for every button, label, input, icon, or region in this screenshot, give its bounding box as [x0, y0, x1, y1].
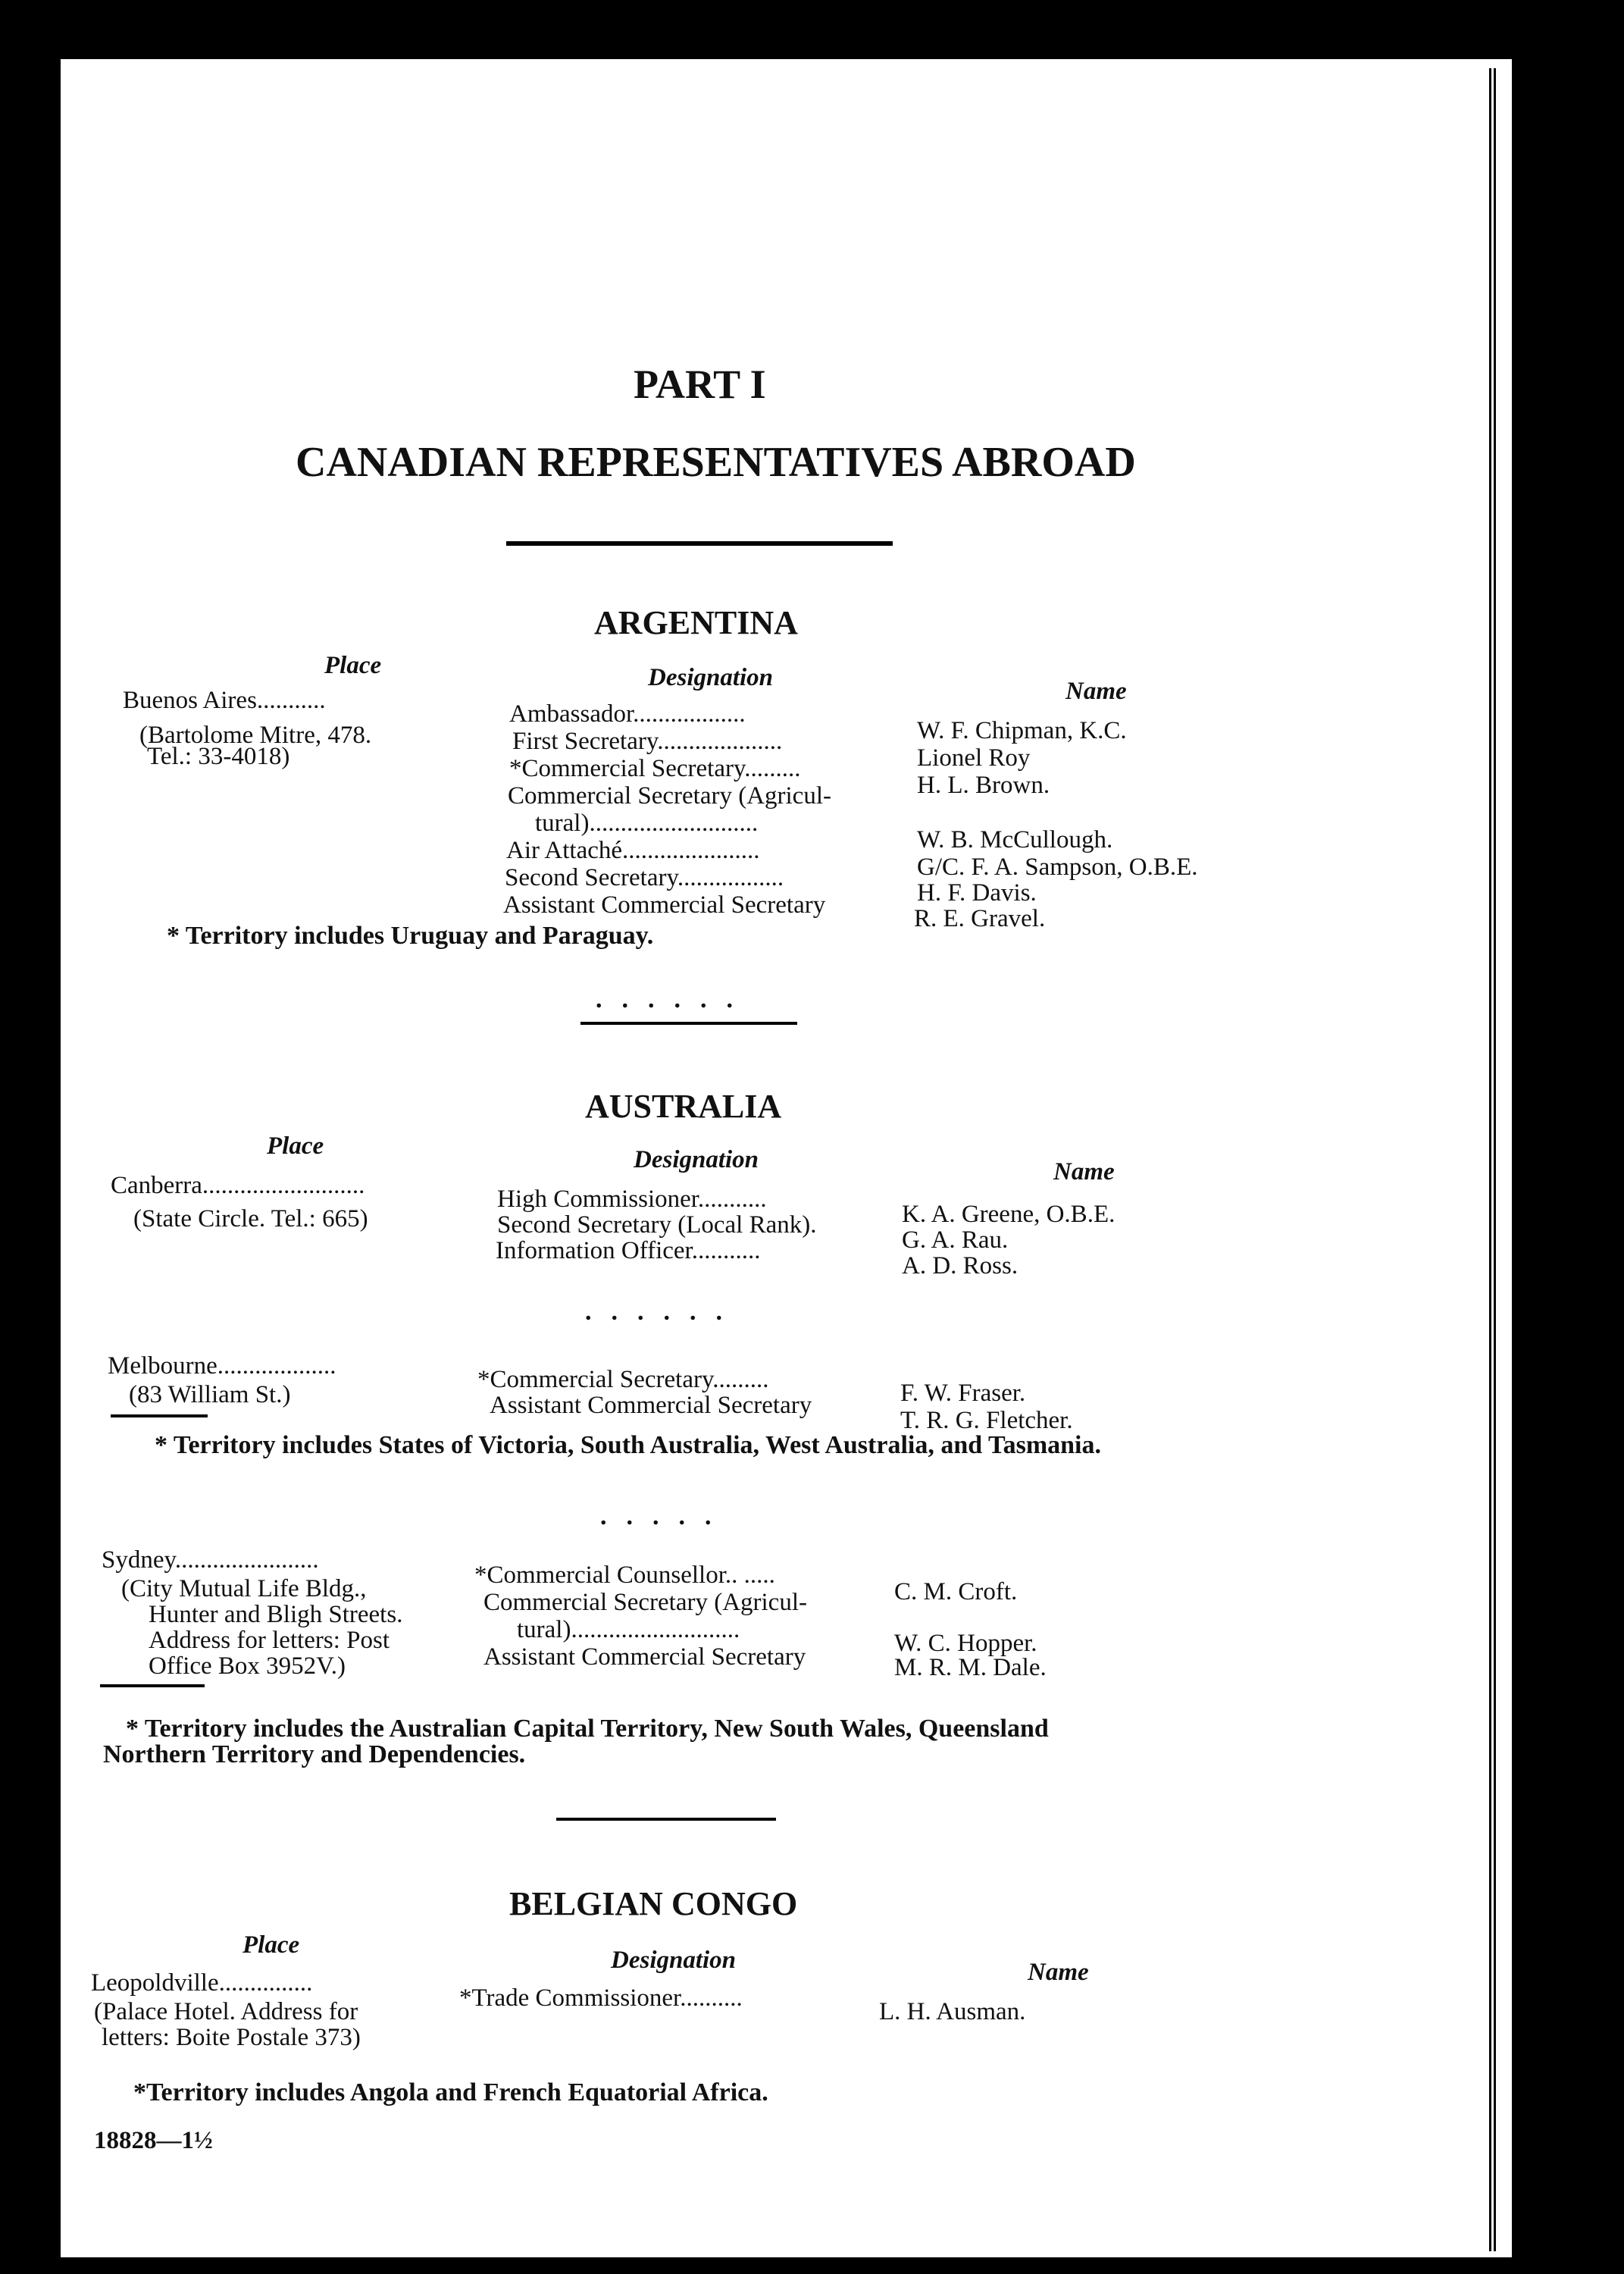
page-title: CANADIAN REPRESENTATIVES ABROAD: [296, 439, 1136, 486]
designation-line: *Commercial Secretary.........: [509, 755, 801, 782]
designation-line: Second Secretary (Local Rank).: [497, 1211, 817, 1239]
designation-line: *Commercial Secretary.........: [477, 1366, 769, 1393]
country-heading-belgian-congo: BELGIAN CONGO: [509, 1885, 798, 1922]
column-header-name: Name: [1065, 678, 1127, 705]
place-line: Sydney.......................: [102, 1546, 319, 1574]
designation-line: Commercial Secretary (Agricul-: [508, 782, 831, 810]
name-line: H. F. Davis.: [917, 879, 1037, 907]
designation-line: Assistant Commercial Secretary: [483, 1643, 806, 1671]
book-edge-shadow: [1580, 61, 1585, 2259]
column-header-designation: Designation: [634, 1146, 759, 1173]
place-line: Buenos Aires...........: [123, 687, 326, 714]
territory-note: * Territory includes Uruguay and Paraguay.: [167, 922, 654, 950]
print-code: 18828—1½: [94, 2127, 213, 2154]
name-line: A. D. Ross.: [902, 1252, 1019, 1280]
name-line: R. E. Gravel.: [914, 905, 1046, 932]
designation-line: High Commissioner...........: [497, 1186, 767, 1213]
name-line: M. R. M. Dale.: [894, 1654, 1047, 1681]
column-header-designation: Designation: [611, 1947, 737, 1974]
designation-line: Assistant Commercial Secretary: [503, 891, 826, 919]
designation-line: Assistant Commercial Secretary: [490, 1392, 812, 1419]
designation-line: Information Officer...........: [496, 1237, 761, 1264]
country-heading-australia: AUSTRALIA: [585, 1088, 782, 1125]
name-line: G. A. Rau.: [902, 1226, 1009, 1254]
place-line: letters: Boite Postale 373): [102, 2024, 361, 2051]
designation-line: First Secretary....................: [512, 728, 783, 755]
column-header-name: Name: [1028, 1959, 1089, 1986]
designation-line: Ambassador..................: [509, 700, 746, 728]
part-heading: PART I: [634, 362, 766, 407]
name-line: H. L. Brown.: [917, 772, 1050, 799]
place-line: Hunter and Bligh Streets.: [149, 1601, 403, 1628]
designation-line: tural)...........................: [535, 810, 759, 837]
designation-line: Air Attaché......................: [506, 837, 760, 864]
country-heading-argentina: ARGENTINA: [594, 604, 798, 641]
name-line: C. M. Croft.: [894, 1578, 1018, 1605]
name-line: F. W. Fraser.: [900, 1380, 1026, 1407]
designation-line: tural)...........................: [517, 1616, 740, 1643]
designation-line: Commercial Secretary (Agricul-: [483, 1589, 807, 1616]
place-line: (City Mutual Life Bldg.,: [121, 1575, 367, 1602]
place-underline: [111, 1414, 208, 1417]
name-line: W. F. Chipman, K.C.: [917, 717, 1127, 744]
dot-ornament: ......: [596, 985, 753, 1013]
place-line: (Bartolome Mitre, 478.: [139, 722, 372, 749]
column-header-place: Place: [324, 652, 382, 679]
name-line: G/C. F. A. Sampson, O.B.E.: [917, 854, 1198, 881]
designation-line: *Commercial Counsellor.. .....: [474, 1561, 775, 1589]
territory-note: * Territory includes States of Victoria, South Australia, West Australia, and Tasmania.: [155, 1431, 1102, 1459]
place-line: Canberra..........................: [111, 1172, 365, 1199]
place-line: Address for letters: Post: [149, 1627, 390, 1654]
territory-note: * Territory includes the Australian Capital Territory, New South Wales, Queensland: [126, 1715, 1049, 1743]
title-divider: [506, 541, 893, 546]
name-line: K. A. Greene, O.B.E.: [902, 1201, 1116, 1228]
place-underline: [100, 1684, 205, 1687]
designation-line: Second Secretary.................: [505, 864, 784, 891]
name-line: W. B. McCullough.: [917, 826, 1113, 854]
dot-ornament: ......: [585, 1298, 742, 1326]
place-line: (Palace Hotel. Address for: [94, 1998, 358, 2025]
place-line: (State Circle. Tel.: 665): [133, 1205, 368, 1233]
name-line: W. C. Hopper.: [894, 1630, 1037, 1657]
place-line: Leopoldville...............: [91, 1969, 313, 1997]
place-line: (83 William St.): [129, 1381, 291, 1408]
section-divider: [556, 1818, 776, 1821]
place-line: Tel.: 33-4018): [147, 743, 290, 770]
name-line: L. H. Ausman.: [879, 1998, 1026, 2025]
dot-ornament: .....: [600, 1502, 731, 1530]
section-divider: [580, 1022, 797, 1025]
place-line: Office Box 3952V.): [149, 1652, 346, 1680]
column-header-place: Place: [267, 1132, 324, 1160]
territory-note: Northern Territory and Dependencies.: [103, 1740, 526, 1768]
name-line: T. R. G. Fletcher.: [900, 1407, 1073, 1434]
place-line: Melbourne...................: [108, 1352, 336, 1380]
book-spine-edge: [1489, 68, 1498, 2251]
territory-note: *Territory includes Angola and French Equatorial Africa.: [133, 2078, 768, 2106]
column-header-name: Name: [1053, 1158, 1115, 1186]
designation-line: *Trade Commissioner..........: [459, 1984, 743, 2012]
column-header-designation: Designation: [648, 664, 774, 691]
column-header-place: Place: [243, 1931, 300, 1959]
name-line: Lionel Roy: [917, 744, 1031, 772]
